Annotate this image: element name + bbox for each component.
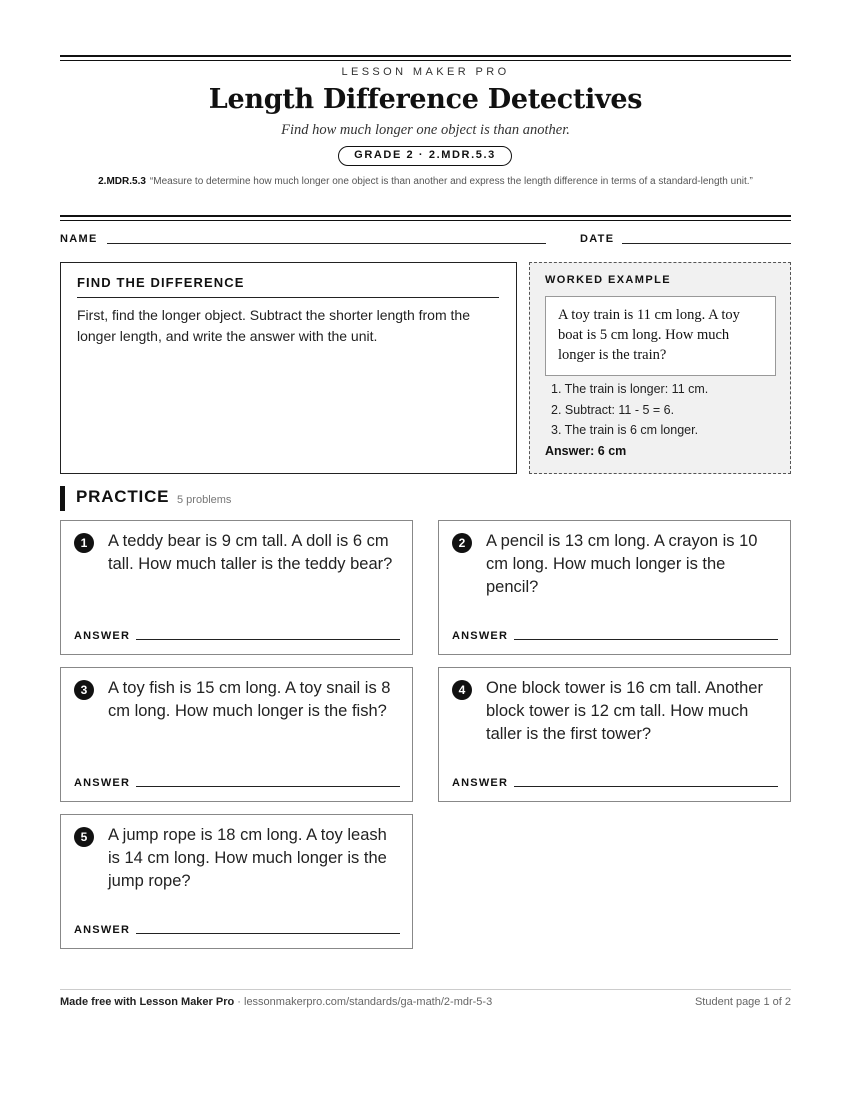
footer-page-label: Student page 1 of 2 [694,996,791,1008]
instructions-box [60,262,517,474]
date-label: DATE [580,233,615,245]
problem-card [60,667,413,802]
worked-example-box [529,262,791,474]
footer-credit [60,996,492,1008]
worked-step: 2. Subtract: 11 - 5 = 6. [551,402,675,417]
footer-url[interactable]: · lessonmakerpro.com/standards/ga-math/2-mdr-5-3 [234,996,493,1008]
answer-label: ANSWER [74,630,131,642]
worked-example-question: A toy train is 11 cm long. A toy boat is 5 cm long. How much longer is the train? [545,296,776,376]
answer-line[interactable] [136,786,400,787]
problem-text: One block tower is 16 cm tall. Another block tower is 12 cm tall. How much taller is the first tower? [486,679,763,743]
problem-number-badge: 1 [74,533,94,553]
worked-example-heading: WORKED EXAMPLE [545,274,671,286]
problem-number-badge: 4 [452,680,472,700]
date-line[interactable] [622,243,791,244]
worksheet-title: Length Difference Detectives [208,84,643,115]
header-top-rule [60,55,791,57]
problem-card [438,667,791,802]
standard-description [60,174,791,189]
worked-step: 3. The train is 6 cm longer. [551,423,699,437]
practice-heading: PRACTICE [76,487,170,506]
practice-accent-bar [60,486,65,511]
instructions-body: First, find the longer object. Subtract the shorter length from the longer length, and write the answer with the unit. [77,307,470,344]
practice-count: 5 problems [177,494,232,506]
problem-card [438,520,791,655]
answer-line[interactable] [514,639,778,640]
answer-label: ANSWER [74,924,131,936]
problem-text: A teddy bear is 9 cm tall. A doll is 6 cm tall. How much taller is the teddy bear? [108,532,393,573]
grade-badge: GRADE 2 · 2.MDR.5.3 [338,146,512,166]
problem-card [60,814,413,949]
problem-text: A toy fish is 15 cm long. A toy snail is 8 cm long. How much longer is the fish? [108,679,391,720]
answer-line[interactable] [136,639,400,640]
name-line[interactable] [107,243,546,244]
instructions-divider [77,297,499,298]
problem-card [60,520,413,655]
header-bottom-rule [60,215,791,217]
problem-number-badge: 5 [74,827,94,847]
footer-divider [60,989,791,990]
brand-label: LESSON MAKER PRO [341,66,510,78]
problem-number-badge: 3 [74,680,94,700]
worked-example-steps [551,379,781,441]
problem-text: A jump rope is 18 cm long. A toy leash is 14 cm long. How much longer is the jump rope? [108,826,387,890]
instructions-heading: FIND THE DIFFERENCE [77,275,245,290]
standard-code: 2.MDR.5.3 [98,176,146,187]
footer-made-with: Made free with Lesson Maker Pro [60,996,235,1008]
worked-example-answer: Answer: 6 cm [545,444,627,458]
problem-number-badge: 2 [452,533,472,553]
answer-label: ANSWER [452,630,509,642]
standard-text: “Measure to determine how much longer one object is than another and express the length difference in terms of a standard-length unit.” [149,176,753,187]
name-label: NAME [60,233,98,245]
answer-label: ANSWER [452,777,509,789]
answer-label: ANSWER [74,777,131,789]
worksheet-subtitle: Find how much longer one object is than another. [281,122,570,138]
worked-step: 1. The train is longer: 11 cm. [551,382,709,396]
problem-text: A pencil is 13 cm long. A crayon is 10 cm long. How much longer is the pencil? [486,532,758,596]
answer-line[interactable] [136,933,400,934]
answer-line[interactable] [514,786,778,787]
